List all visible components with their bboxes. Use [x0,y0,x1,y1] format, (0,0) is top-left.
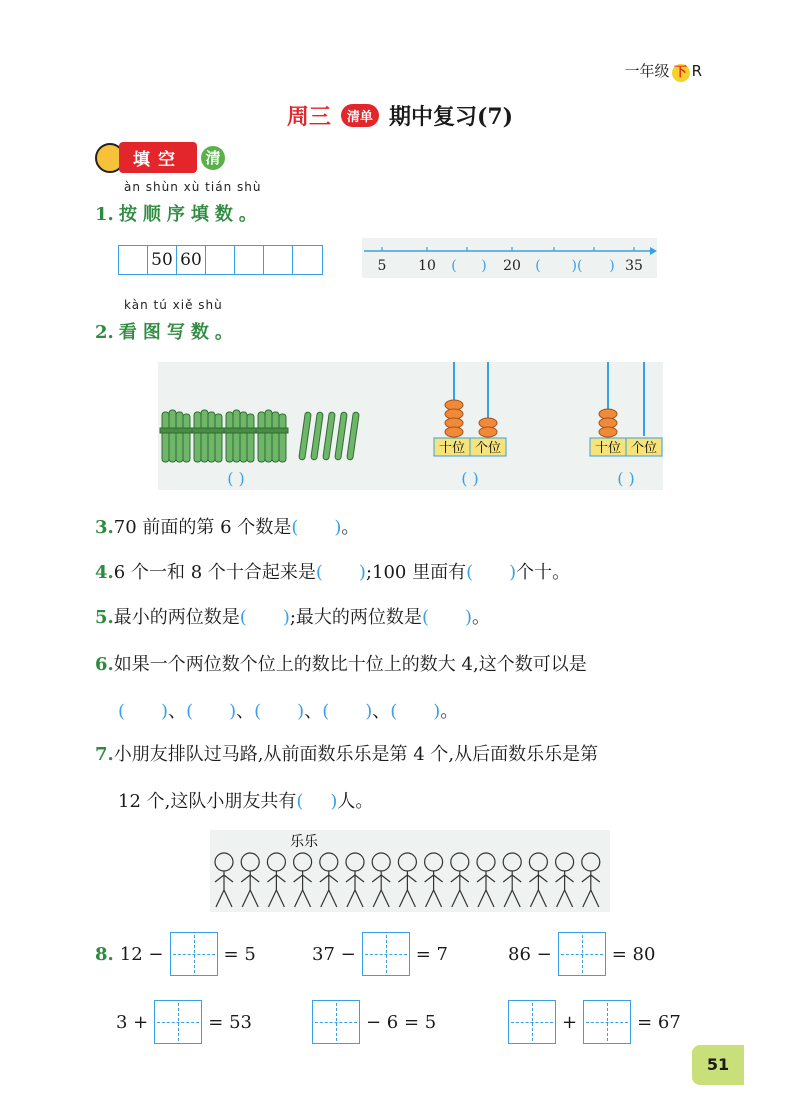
q1-box[interactable] [293,246,322,274]
q8-row-2-eq-3 [508,1000,681,1044]
q6-sep: 、 [168,701,187,722]
q2-pictures [158,362,663,490]
q8-eq1-right: = 5 [223,943,256,965]
q8-eq2-right: = 7 [415,943,448,965]
q6-sep: 、 [304,701,323,722]
q8-row-2-eq-2 [312,1000,436,1044]
q8-answer-box[interactable] [583,1000,631,1044]
q3-blank[interactable]: ( ) [291,517,342,538]
q8-answer-box[interactable] [170,932,218,976]
title-day: 周三 [286,104,331,130]
q6-sep: 、 [372,701,391,722]
paren: ( [535,258,541,274]
q6-end: 。 [440,701,459,722]
q1-box[interactable] [235,246,264,274]
q1-box[interactable] [264,246,293,274]
q2-heading [95,318,239,344]
q8-eq3-right: = 80 [611,943,656,965]
q5-blank-2[interactable]: ( ) [421,607,472,628]
q8-eq3-left: 86 − [508,943,552,965]
q7-blank[interactable]: ( ) [296,791,338,812]
q6-answers [118,697,458,723]
q5-text-a: 最小的两位数是 [113,607,240,628]
q1-box: 50 [148,246,177,274]
q3-end: 。 [341,517,360,538]
q2-answer-blank[interactable]: ( ) [227,469,245,488]
q6-blank[interactable]: ( ) [186,701,237,722]
section-label: 填空 [119,142,197,173]
q2-answer-blank[interactable]: ( ) [461,469,479,488]
page-title [0,100,800,131]
q8-answer-box[interactable] [154,1000,202,1044]
edition-text: R [691,62,702,80]
page-number: 51 [692,1045,744,1085]
tick-label: 5 [377,258,387,274]
title-name: 期中复习(7) [388,104,514,130]
abacus-2 [590,362,662,456]
q1-pinyin: àn shùn xù tián shù [124,180,262,194]
q8-eq5-right: − 6 = 5 [366,1011,437,1033]
q4 [95,558,570,584]
q1-box-sequence [118,245,323,275]
q8-eq4-left: 3 + [116,1011,149,1033]
q7-queue-picture [210,830,610,912]
q8-eq2-left: 37 − [312,943,356,965]
paren: )( [571,258,583,274]
q1-box: 60 [177,246,206,274]
q4-text-b: ;100 里面有 [365,562,467,583]
q6-blank[interactable]: ( ) [254,701,305,722]
abacus-label-tens: 十位 [594,441,622,456]
abacus-label-ones: 个位 [630,441,658,456]
abacus-label-tens: 十位 [438,441,466,456]
q5-blank-1[interactable]: ( ) [239,607,290,628]
q6-text: 如果一个两位数个位上的数比十位上的数大 4,这个数可以是 [113,654,587,675]
q8-eq1-left: 12 − [119,943,164,965]
abacus-1 [434,362,506,456]
section-tag [95,142,225,172]
q5-text-c: 。 [472,607,490,628]
q7-number: 7. [95,744,114,765]
q8-answer-box[interactable] [508,1000,556,1044]
q6-number: 6. [95,654,114,675]
q8-answer-box[interactable] [362,932,410,976]
q8-row-1-eq-1 [95,932,256,976]
section-mark: 清 [201,146,225,170]
q1-heading [95,200,263,226]
q6-sep: 、 [236,701,255,722]
abacus-label-ones: 个位 [474,441,502,456]
q8-row-1-eq-3 [508,932,655,976]
title-badge: 清单 [341,104,379,127]
tick-label: 20 [503,258,521,274]
q8-eq4-right: = 53 [208,1011,252,1033]
q4-blank-1[interactable]: ( ) [315,562,366,583]
grade-label [625,60,702,82]
q5-number: 5. [95,607,114,628]
q8-eq6-right: = 67 [637,1011,681,1033]
q4-number: 4. [95,562,114,583]
q4-text-c: 个十。 [516,562,571,583]
q1-box[interactable] [119,246,148,274]
tick-label: 10 [418,258,436,274]
q7-text-1: 小朋友排队过马路,从前面数乐乐是第 4 个,从后面数乐乐是第 [113,744,599,765]
paren: ) [481,258,487,274]
q8-number: 8. [95,943,114,965]
q2-number: 2. [95,322,114,343]
term-badge: 下 [672,64,690,82]
q5 [95,603,490,629]
q5-text-b: ;最大的两位数是 [289,607,422,628]
q7-text-2: 12 个,这队小朋友共有 [118,791,297,812]
q1-box[interactable] [206,246,235,274]
q2-text: 看图写数。 [118,322,239,343]
q6-blank[interactable]: ( ) [322,701,373,722]
q3 [95,513,359,539]
q1-number-line [362,238,657,278]
q4-blank-2[interactable]: ( ) [466,562,517,583]
grade-text: 一年级 [624,62,670,80]
tick-label: 35 [625,258,643,274]
q8-row-2-eq-1 [116,1000,252,1044]
q8-answer-box[interactable] [312,1000,360,1044]
paren: ) [609,258,615,274]
q3-number: 3. [95,517,114,538]
paren: ( [451,258,457,274]
q2-answer-blank[interactable]: ( ) [617,469,635,488]
q7-line-1 [95,740,715,766]
q3-text: 70 前面的第 6 个数是 [113,517,292,538]
q8-row-1-eq-2 [312,932,448,976]
q7-line-2 [118,787,373,813]
q6 [95,650,715,676]
lele-label: 乐乐 [290,834,318,850]
stick-bundles [160,410,359,462]
q8-answer-box[interactable] [558,932,606,976]
q8-eq6-plus: + [562,1011,578,1033]
q1-number: 1. [95,204,114,225]
q6-blank[interactable]: ( ) [390,701,441,722]
q6-blank[interactable]: ( ) [118,701,169,722]
q1-text: 按顺序填数。 [118,204,263,225]
q2-pinyin: kàn tú xiě shù [124,298,223,312]
q4-text-a: 6 个一和 8 个十合起来是 [113,562,316,583]
q7-text-3: 人。 [337,791,374,812]
